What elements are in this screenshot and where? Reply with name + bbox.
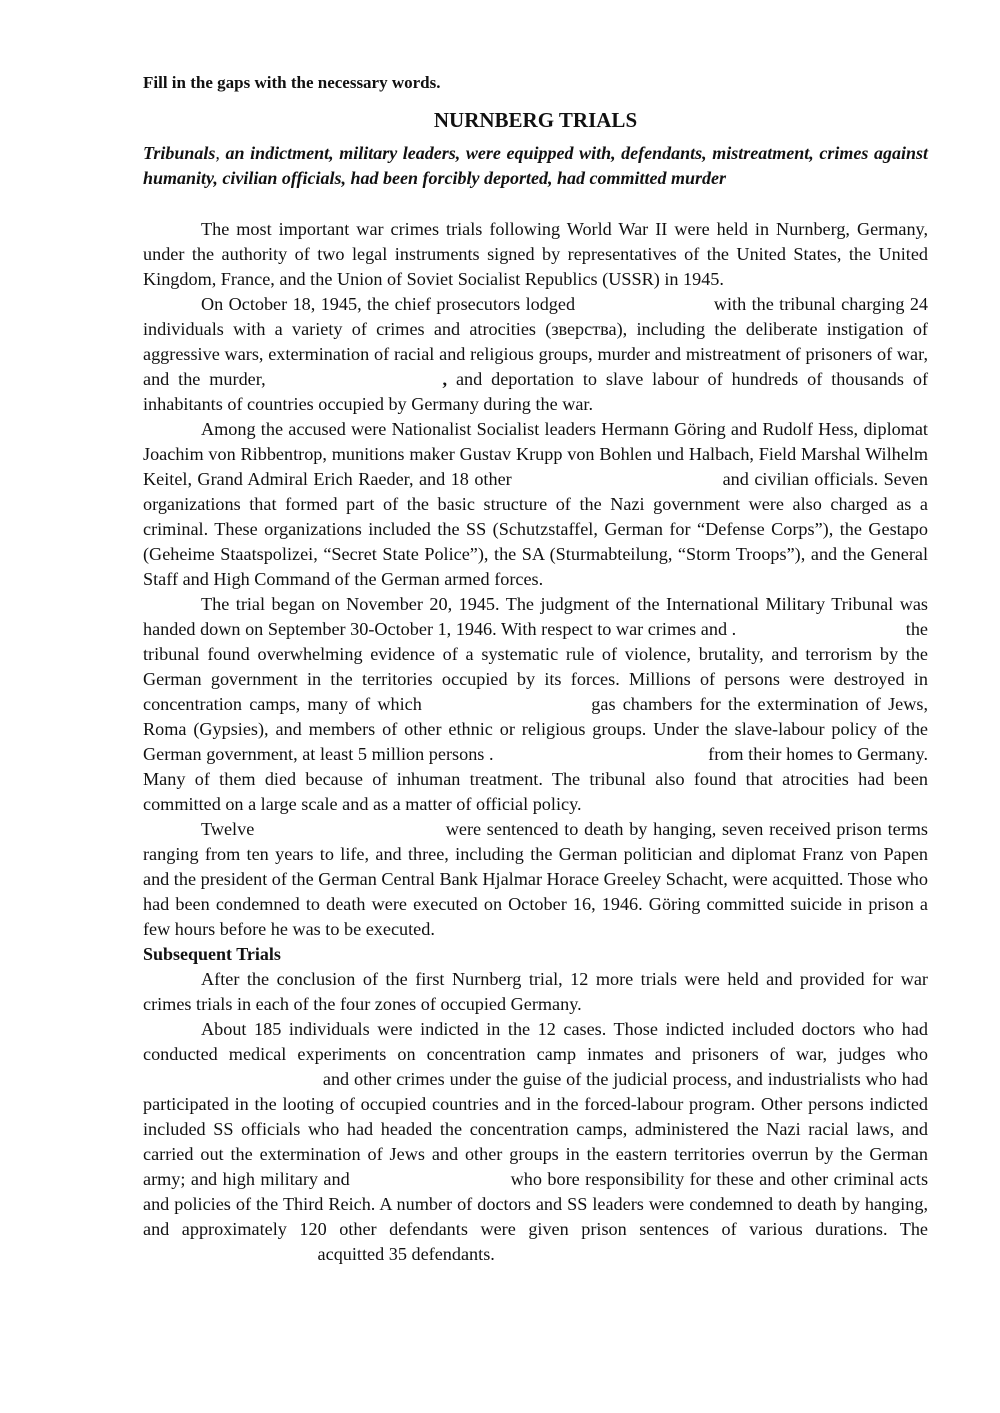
paragraph-5-text-a: Twelve [201,819,255,839]
paragraph-3 [143,417,928,592]
answer-gap-7[interactable] [260,834,440,835]
word-bank-first: Tribunals [143,143,216,163]
answer-gap-1[interactable] [580,309,708,310]
paragraph-7-text-b: and other crimes under the guise of the judicial process, and industrialists who had participated in the looting of occupied countries and in the forced-labour program. Other persons indicted included SS officials who had headed the concentration camps, administered the Nazi racial laws, and carried out the extermination of Jews and other groups in the eastern territories overrun by the German army; and high military and [143,1069,929,1189]
paragraph-4-dot-2: . [489,744,494,764]
answer-gap-3[interactable] [517,484,717,485]
paragraph-3-text-b: and civilian officials. Seven organizations that formed part of the basic structure of the Nazi government were also charged as a criminal. These organizations included the SS (Schutzstaffel, German for “Defense Corps”), the Gestapo (Geheime Staatspolizei, “Secret State Police”), the SA (Sturmabteilung, “Storm Troops”), and the General Staff and High Command of the German armed forces. [143,469,929,589]
paragraph-1: The most important war crimes trials following World War II were held in Nurnberg, Germany, under the authority of two legal instruments signed by representatives of the United States, the United Kingdom, France, and the Union of Soviet Socialist Republics (USSR) in 1945. [143,219,928,289]
instruction-text: Fill in the gaps with the necessary words. [143,73,441,92]
word-bank [143,141,928,191]
paragraph-5 [143,817,928,942]
paragraph-4-dot-1: . [731,619,737,639]
answer-gap-8[interactable] [143,1084,318,1085]
answer-gap-4[interactable] [736,634,901,635]
paragraph-2-text-b: with the tribunal charging 24 individuals with a variety of crimes and atrocities (зверства), including the deliberate instigation of aggressive wars, extermination of racial and religious groups, murder and mistreatment of prisoners of war, and the murder, [143,294,929,389]
answer-gap-6[interactable] [494,759,704,760]
subheading: Subsequent Trials [143,944,281,964]
worksheet-page [143,70,928,1267]
paragraph-7 [143,1017,928,1267]
paragraph-3-text-a: Among the accused were Nationalist Socialist leaders Hermann Göring and Rudolf Hess, diplomat Joachim von Ribbentrop, munitions maker Gustav Krupp von Bohlen und Halbach, Field Marshal Wilhelm Keitel, Grand Admiral Erich Raeder, and 18 other [143,419,928,489]
paragraph-4 [143,592,928,817]
word-bank-rest: an indictment, military leaders, were equipped with, defendants, mistreatment, crimes against humanity, civilian officials, had been forcibly deported, had committed murder [143,143,928,188]
answer-gap-10[interactable] [143,1259,313,1260]
page-title: NURNBERG TRIALS [433,108,638,132]
paragraph-7-text-a: About 185 individuals were indicted in the 12 cases. Those indicted included doctors who had conducted medical experiments on concentration camp inmates and prisoners of war, judges who [143,1019,928,1064]
paragraph-4-text-d: from their homes to Germany. Many of them died because of inhuman treatment. The tribunal also found that atrocities had been committed on a large scale and as a matter of official policy. [143,744,929,814]
paragraph-2-comma: , [442,369,448,389]
paragraph-4-text-a: The trial began on November 20, 1945. The judgment of the International Military Tribunal was handed down on September 30-October 1, 1946. With respect to war crimes and [143,594,928,639]
paragraph-5-text-b: were sentenced to death by hanging, seven received prison terms ranging from ten years to life, and three, including the German politician and diplomat Franz von Papen and the president of the German Central Bank Hjalmar Horace Greeley Schacht, were acquitted. Those who had been condemned to death were executed on October 16, 1946. Göring committed suicide in prison a few hours before he was to be executed. [143,819,929,939]
answer-gap-9[interactable] [355,1184,505,1185]
paragraph-2 [143,292,928,417]
answer-gap-5[interactable] [429,709,584,710]
paragraph-6: After the conclusion of the first Nurnberg trial, 12 more trials were held and provided for war crimes trials in each of the four zones of occupied Germany. [143,969,928,1014]
word-bank-comma: , [215,143,220,163]
paragraph-4-text-b: the tribunal found overwhelming evidence of a systematic rule of violence, brutality, and terrorism by the German government in the territories occupied by its forces. Millions of persons were destroyed in concentration camps, many of which [143,619,929,714]
paragraph-4-text-c: gas chambers for the extermination of Jews, Roma (Gypsies), and members of other ethnic or religious groups. Under the slave-labour policy of the German government, at least 5 million persons [143,694,928,764]
paragraph-2-text-c: and deportation to slave labour of hundreds of thousands of inhabitants of countries occupied by Germany during the war. [143,369,929,414]
paragraph-7-text-d: acquitted 35 defendants. [317,1244,495,1264]
paragraph-2-text-a: On October 18, 1945, the chief prosecutors lodged [201,294,576,314]
answer-gap-2[interactable] [275,384,443,385]
paragraph-7-text-c: who bore responsibility for these and other criminal acts and policies of the Third Reich. A number of doctors and SS leaders were condemned to death by hanging, and approximately 120 other defendants were given prison sentences of various durations. The [143,1169,929,1239]
